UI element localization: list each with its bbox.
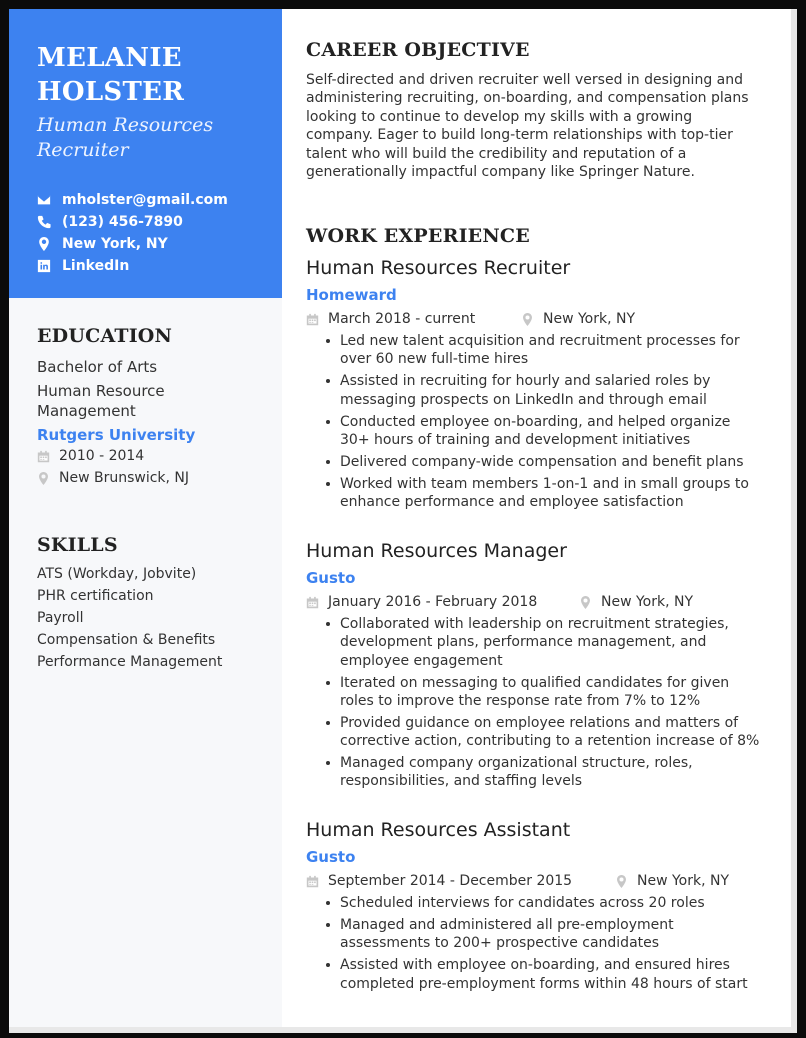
bullet-line: Collaborated with leadership on recruitment strategies, [340,616,729,632]
bullet-line: Scheduled interviews for candidates across 20 roles [340,895,705,911]
bullet-line: Conducted employee on-boarding, and helped organize [340,413,731,430]
bullet-item [306,475,766,512]
bullet-line: assessments to 200+ prospective candidates [340,935,660,952]
bullet-line: development plans, performance management, and [340,634,707,651]
skills-section [37,534,267,673]
bullet-item [306,894,766,912]
profile-header [9,9,282,298]
candidate-name [37,41,267,109]
bullet-item [306,372,766,409]
objective-line: generationally impactful company like Springer Nature. [306,164,695,181]
job-2-bullets [306,615,766,794]
job-1-bullets [306,332,766,515]
bullet-line: enhance performance and employee satisfaction [340,494,684,511]
experience-heading: WORK EXPERIENCE [306,225,530,247]
bullet-line: Led new talent acquisition and recruitment processes for [340,333,740,349]
job-1-location-text: New York, NY [543,311,636,327]
job-1-meta [306,309,776,329]
bullet-line: Assisted in recruiting for hourly and salaried roles by [340,373,711,390]
bullet-line: Assisted with employee on-boarding, and ensured hires [340,957,730,974]
job-3-meta [306,871,776,891]
objective-line: Self-directed and driven recruiter well versed in designing and [306,72,743,88]
job-3-location-text: New York, NY [637,873,730,889]
email-text: mholster@gmail.com [62,192,228,208]
bullet-line: roles to improve the response rate from 7% to 12% [340,692,701,709]
skill-item: Payroll [37,610,84,626]
bullet-line: Iterated on messaging to qualified candidates for given [340,674,730,691]
bullet-line: 30+ hours of training and development initiatives [340,431,691,448]
education-field-1: Human Resource [37,382,165,400]
bullet-line: completed pre-employment forms within 48 hours of start [340,975,748,992]
title-line-2: Recruiter [37,139,129,161]
education-field-2: Management [37,402,136,420]
name-last: HOLSTER [37,77,185,107]
linkedin-icon [37,259,51,273]
education-location-text: New Brunswick, NJ [59,470,190,486]
bullet-line: Managed company organizational structure, roles, [340,755,693,772]
job-1-company: Homeward [306,286,397,304]
job-2-dates: January 2016 - February 2018 [328,594,538,610]
bullet-item [306,714,766,751]
job-3-bullets [306,894,766,997]
job-3-dates: September 2014 - December 2015 [328,873,573,889]
map-pin-icon [37,237,51,251]
envelope-icon [37,193,51,207]
job-2-company: Gusto [306,569,356,587]
calendar-icon [37,450,50,463]
bullet-line: Worked with team members 1-on-1 and in small groups to [340,475,749,492]
job-1-dates: March 2018 - current [328,311,476,327]
education-years [37,445,267,467]
linkedin-text: LinkedIn [62,258,130,274]
title-line-1: Human Resources [37,114,214,136]
objective-text [306,71,776,181]
map-pin-icon [579,596,592,609]
bullet-item [306,916,766,953]
resume-page [9,9,797,1033]
skill-item: ATS (Workday, Jobvite) [37,566,197,582]
skill-item: Compensation & Benefits [37,632,216,648]
education-years-text: 2010 - 2014 [59,448,145,464]
job-3-location [615,873,729,889]
bullet-item [306,754,766,791]
bullet-line: Delivered company-wide compensation and benefit plans [340,453,744,470]
job-3-title: Human Resources Assistant [306,819,571,841]
job-2-location [579,594,693,610]
objective-line: company. Eager to build long-term relationships with top-tier [306,127,733,144]
bullet-line: messaging prospects on LinkedIn and through email [340,391,707,408]
education-school: Rutgers University [37,426,196,444]
contact-email[interactable] [37,189,228,211]
objective-line: looking to continue to develop my skills with a growing [306,108,693,125]
bullet-line: over 60 new full-time hires [340,351,529,368]
location-text: New York, NY [62,236,168,252]
job-2-location-text: New York, NY [601,594,694,610]
contact-location [37,233,228,255]
objective-heading: CAREER OBJECTIVE [306,39,530,61]
job-2-title: Human Resources Manager [306,540,567,562]
contact-phone[interactable] [37,211,228,233]
bullet-item [306,615,766,670]
bullet-item [306,453,766,471]
map-pin-icon [521,313,534,326]
skills-heading: SKILLS [37,534,118,556]
bullet-item [306,674,766,711]
sidebar [9,9,282,1027]
calendar-icon [306,313,319,326]
bullet-line: Provided guidance on employee relations and matters of [340,714,739,731]
phone-text: (123) 456-7890 [62,214,183,230]
education-section [37,325,267,489]
map-pin-icon [615,875,628,888]
bullet-item [306,956,766,993]
job-title [37,113,267,163]
map-pin-icon [37,472,50,485]
skill-item: PHR certification [37,588,154,604]
job-2-meta [306,592,776,612]
job-3-company: Gusto [306,848,356,866]
job-1-location [521,311,635,327]
objective-line: talent who will build the credibility and reputation of a [306,145,687,162]
education-heading: EDUCATION [37,325,173,347]
bullet-line: responsibilities, and staffing levels [340,773,583,790]
bullet-item [306,332,766,369]
calendar-icon [306,596,319,609]
skill-item: Performance Management [37,654,223,670]
job-1-title: Human Resources Recruiter [306,257,571,279]
phone-icon [37,215,51,229]
name-first: MELANIE [37,43,182,73]
education-degree: Bachelor of Arts [37,358,158,376]
bullet-item [306,413,766,450]
bullet-line: Managed and administered all pre-employment [340,916,674,933]
bullet-line: employee engagement [340,652,503,669]
bullet-line: corrective action, contributing to a retention increase of 8% [340,733,760,750]
education-location [37,467,267,489]
objective-line: administering recruiting, on-boarding, and compensation plans [306,90,749,107]
contact-list [37,189,228,277]
contact-linkedin[interactable] [37,255,228,277]
calendar-icon [306,875,319,888]
